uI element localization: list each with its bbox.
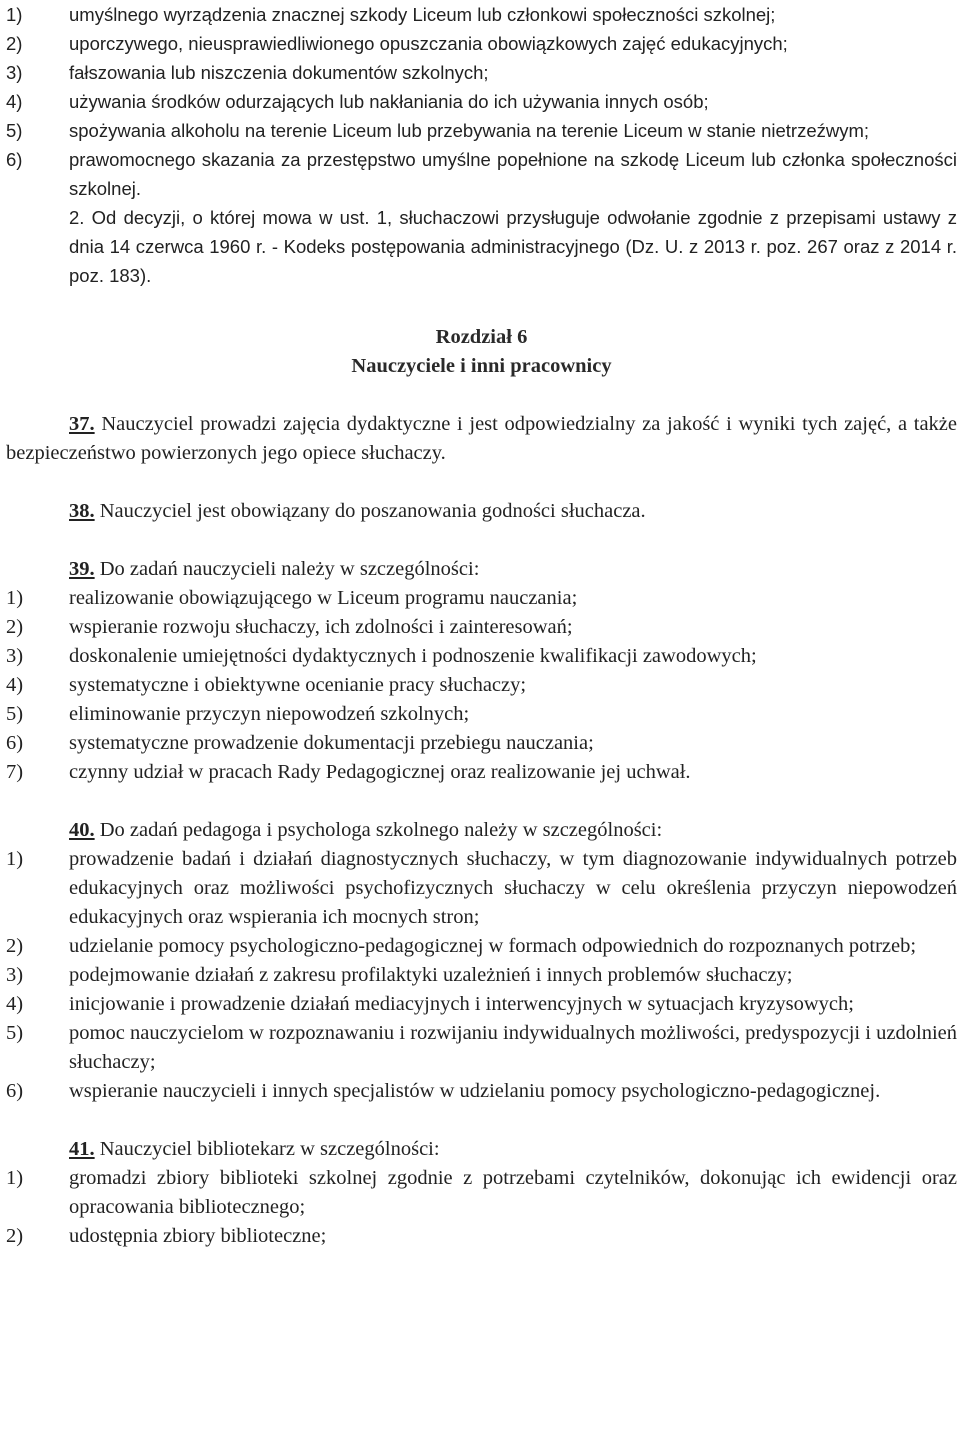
list-item-text: prowadzenie badań i działań diagnostycznych słuchaczy, w tym diagnozowanie indywidualnych potrzeb edukacyjnych oraz możliwości psychofizycznych słuchaczy w celu określenia przyczyn niepowodzeń edukacyjnych oraz wspierania ich mocnych stron; [69, 848, 957, 928]
section-text: Nauczyciel prowadzi zajęcia dydaktyczne i jest odpowiedzialny za jakość i wyniki tych zajęć, a także bezpieczeństwo powierzonych jego opiece słuchaczy. [6, 413, 957, 464]
list-item-text: wspieranie rozwoju słuchaczy, ich zdolności i zainteresowań; [69, 616, 573, 638]
spacer [6, 526, 957, 555]
list-item-number: 3) [6, 964, 24, 986]
list-item [6, 145, 957, 203]
section-40 [6, 816, 957, 1106]
section-intro-text: Do zadań pedagoga i psychologa szkolnego należy w szczególności: [99, 819, 663, 841]
list-item [6, 729, 957, 758]
list-item-text: udostępnia zbiory biblioteczne; [69, 1225, 327, 1247]
list-item [6, 1164, 957, 1222]
list-item [6, 29, 957, 58]
list-item-number: 3) [6, 62, 23, 83]
list-item-text: systematyczne i obiektywne ocenianie pracy słuchaczy; [69, 674, 527, 696]
list-item [6, 758, 957, 787]
section-intro [6, 816, 957, 845]
list-item [6, 1077, 957, 1106]
spacer [6, 1106, 957, 1135]
list-item-number: 4) [6, 674, 24, 696]
list-item-text: fałszowania lub niszczenia dokumentów szkolnych; [69, 62, 489, 83]
list-item-text: używania środków odurzających lub nakłaniania do ich używania innych osób; [69, 91, 709, 112]
list-item-number: 1) [6, 587, 24, 609]
list-item-number: 2) [6, 616, 24, 638]
section-38 [6, 497, 957, 526]
list-item-text: realizowanie obowiązującego w Liceum programu nauczania; [69, 587, 578, 609]
list-item-number: 4) [6, 91, 23, 112]
spacer [6, 290, 957, 323]
spacer [6, 381, 957, 410]
list-item-number: 1) [6, 1167, 24, 1189]
list-item [6, 1222, 957, 1251]
chapter-subtitle: Nauczyciele i inni pracownicy [351, 355, 612, 377]
list-item-number: 2) [6, 935, 24, 957]
list-item-text: podejmowanie działań z zakresu profilaktyki uzależnień i innych problemów słuchaczy; [69, 964, 793, 986]
list-item-text: systematyczne prowadzenie dokumentacji przebiegu nauczania; [69, 732, 594, 754]
list-item [6, 642, 957, 671]
list-item-text: eliminowanie przyczyn niepowodzeń szkolnych; [69, 703, 470, 725]
list-item [6, 116, 957, 145]
list-item [6, 990, 957, 1019]
list-item-text: inicjowanie i prowadzenie działań mediacyjnych i interwencyjnych w sytuacjach kryzysowych; [69, 993, 854, 1015]
chapter-heading [6, 323, 957, 381]
top-list [6, 0, 957, 290]
list-item-number: 3) [6, 645, 24, 667]
list-item-number: 7) [6, 761, 24, 783]
spacer [6, 468, 957, 497]
list-item-number: 6) [6, 149, 23, 170]
list-item-number: 1) [6, 848, 24, 870]
section-text: Nauczyciel jest obowiązany do poszanowania godności słuchacza. [99, 500, 646, 522]
section-number: 39. [69, 558, 95, 580]
section-number: 40. [69, 819, 95, 841]
section-37 [6, 410, 957, 468]
list-item-number: 5) [6, 120, 23, 141]
section-intro-text: Do zadań nauczycieli należy w szczególności: [99, 558, 480, 580]
list-item [6, 0, 957, 29]
list-item-text: spożywania alkoholu na terenie Liceum lub przebywania na terenie Liceum w stanie nietrzeźwym; [69, 120, 870, 141]
list-item-text: udzielanie pomocy psychologiczno-pedagogicznej w formach odpowiednich do rozpoznanych potrzeb; [69, 935, 917, 957]
appeal-text: 2. Od decyzji, o której mowa w ust. 1, słuchaczowi przysługuje odwołanie zgodnie z przepisami ustawy z dnia 14 czerwca 1960 r. - Kodeks postępowania administracyjnego (Dz. U. z 2013 r. poz. 267 oraz z 2014 r. poz. 183). [69, 207, 957, 286]
chapter-title: Rozdział 6 [435, 326, 528, 348]
section-39 [6, 555, 957, 787]
list-item [6, 87, 957, 116]
list-item [6, 932, 957, 961]
list-item-number: 6) [6, 732, 24, 754]
appeal-paragraph [6, 203, 957, 290]
list-item-text: uporczywego, nieusprawiedliwionego opuszczania obowiązkowych zajęć edukacyjnych; [69, 33, 788, 54]
spacer [6, 787, 957, 816]
section-41 [6, 1135, 957, 1251]
list-item-number: 6) [6, 1080, 24, 1102]
list-item [6, 58, 957, 87]
list-item [6, 700, 957, 729]
list-item-text: wspieranie nauczycieli i innych specjalistów w udzielaniu pomocy psychologiczno-pedagogicznej. [69, 1080, 881, 1102]
list-item-number: 2) [6, 33, 23, 54]
list-item [6, 845, 957, 932]
list-item-text: prawomocnego skazania za przestępstwo umyślne popełnione na szkodę Liceum lub członka społeczności szkolnej. [69, 149, 957, 199]
list-item-number: 5) [6, 703, 24, 725]
list-item-text: umyślnego wyrządzenia znacznej szkody Liceum lub członkowi społeczności szkolnej; [69, 4, 776, 25]
list-item-number: 4) [6, 993, 24, 1015]
section-intro [6, 1135, 957, 1164]
list-item-text: doskonalenie umiejętności dydaktycznych i podnoszenie kwalifikacji zawodowych; [69, 645, 757, 667]
list-item-text: gromadzi zbiory biblioteki szkolnej zgodnie z potrzebami czytelników, dokonując ich ewidencji oraz opracowania bibliotecznego; [69, 1167, 957, 1218]
section-number: 41. [69, 1138, 95, 1160]
list-item-text: czynny udział w pracach Rady Pedagogicznej oraz realizowanie jej uchwał. [69, 761, 691, 783]
list-item [6, 584, 957, 613]
list-item [6, 961, 957, 990]
section-intro-text: Nauczyciel bibliotekarz w szczególności: [99, 1138, 440, 1160]
list-item [6, 1019, 957, 1077]
list-item-number: 5) [6, 1022, 24, 1044]
section-number: 37. [69, 413, 95, 435]
list-item [6, 671, 957, 700]
list-item-number: 1) [6, 4, 23, 25]
list-item [6, 613, 957, 642]
list-item-number: 2) [6, 1225, 24, 1247]
list-item-text: pomoc nauczycielom w rozpoznawaniu i rozwijaniu indywidualnych możliwości, predyspozycji i uzdolnień słuchaczy; [69, 1022, 957, 1073]
section-number: 38. [69, 500, 95, 522]
section-intro [6, 555, 957, 584]
